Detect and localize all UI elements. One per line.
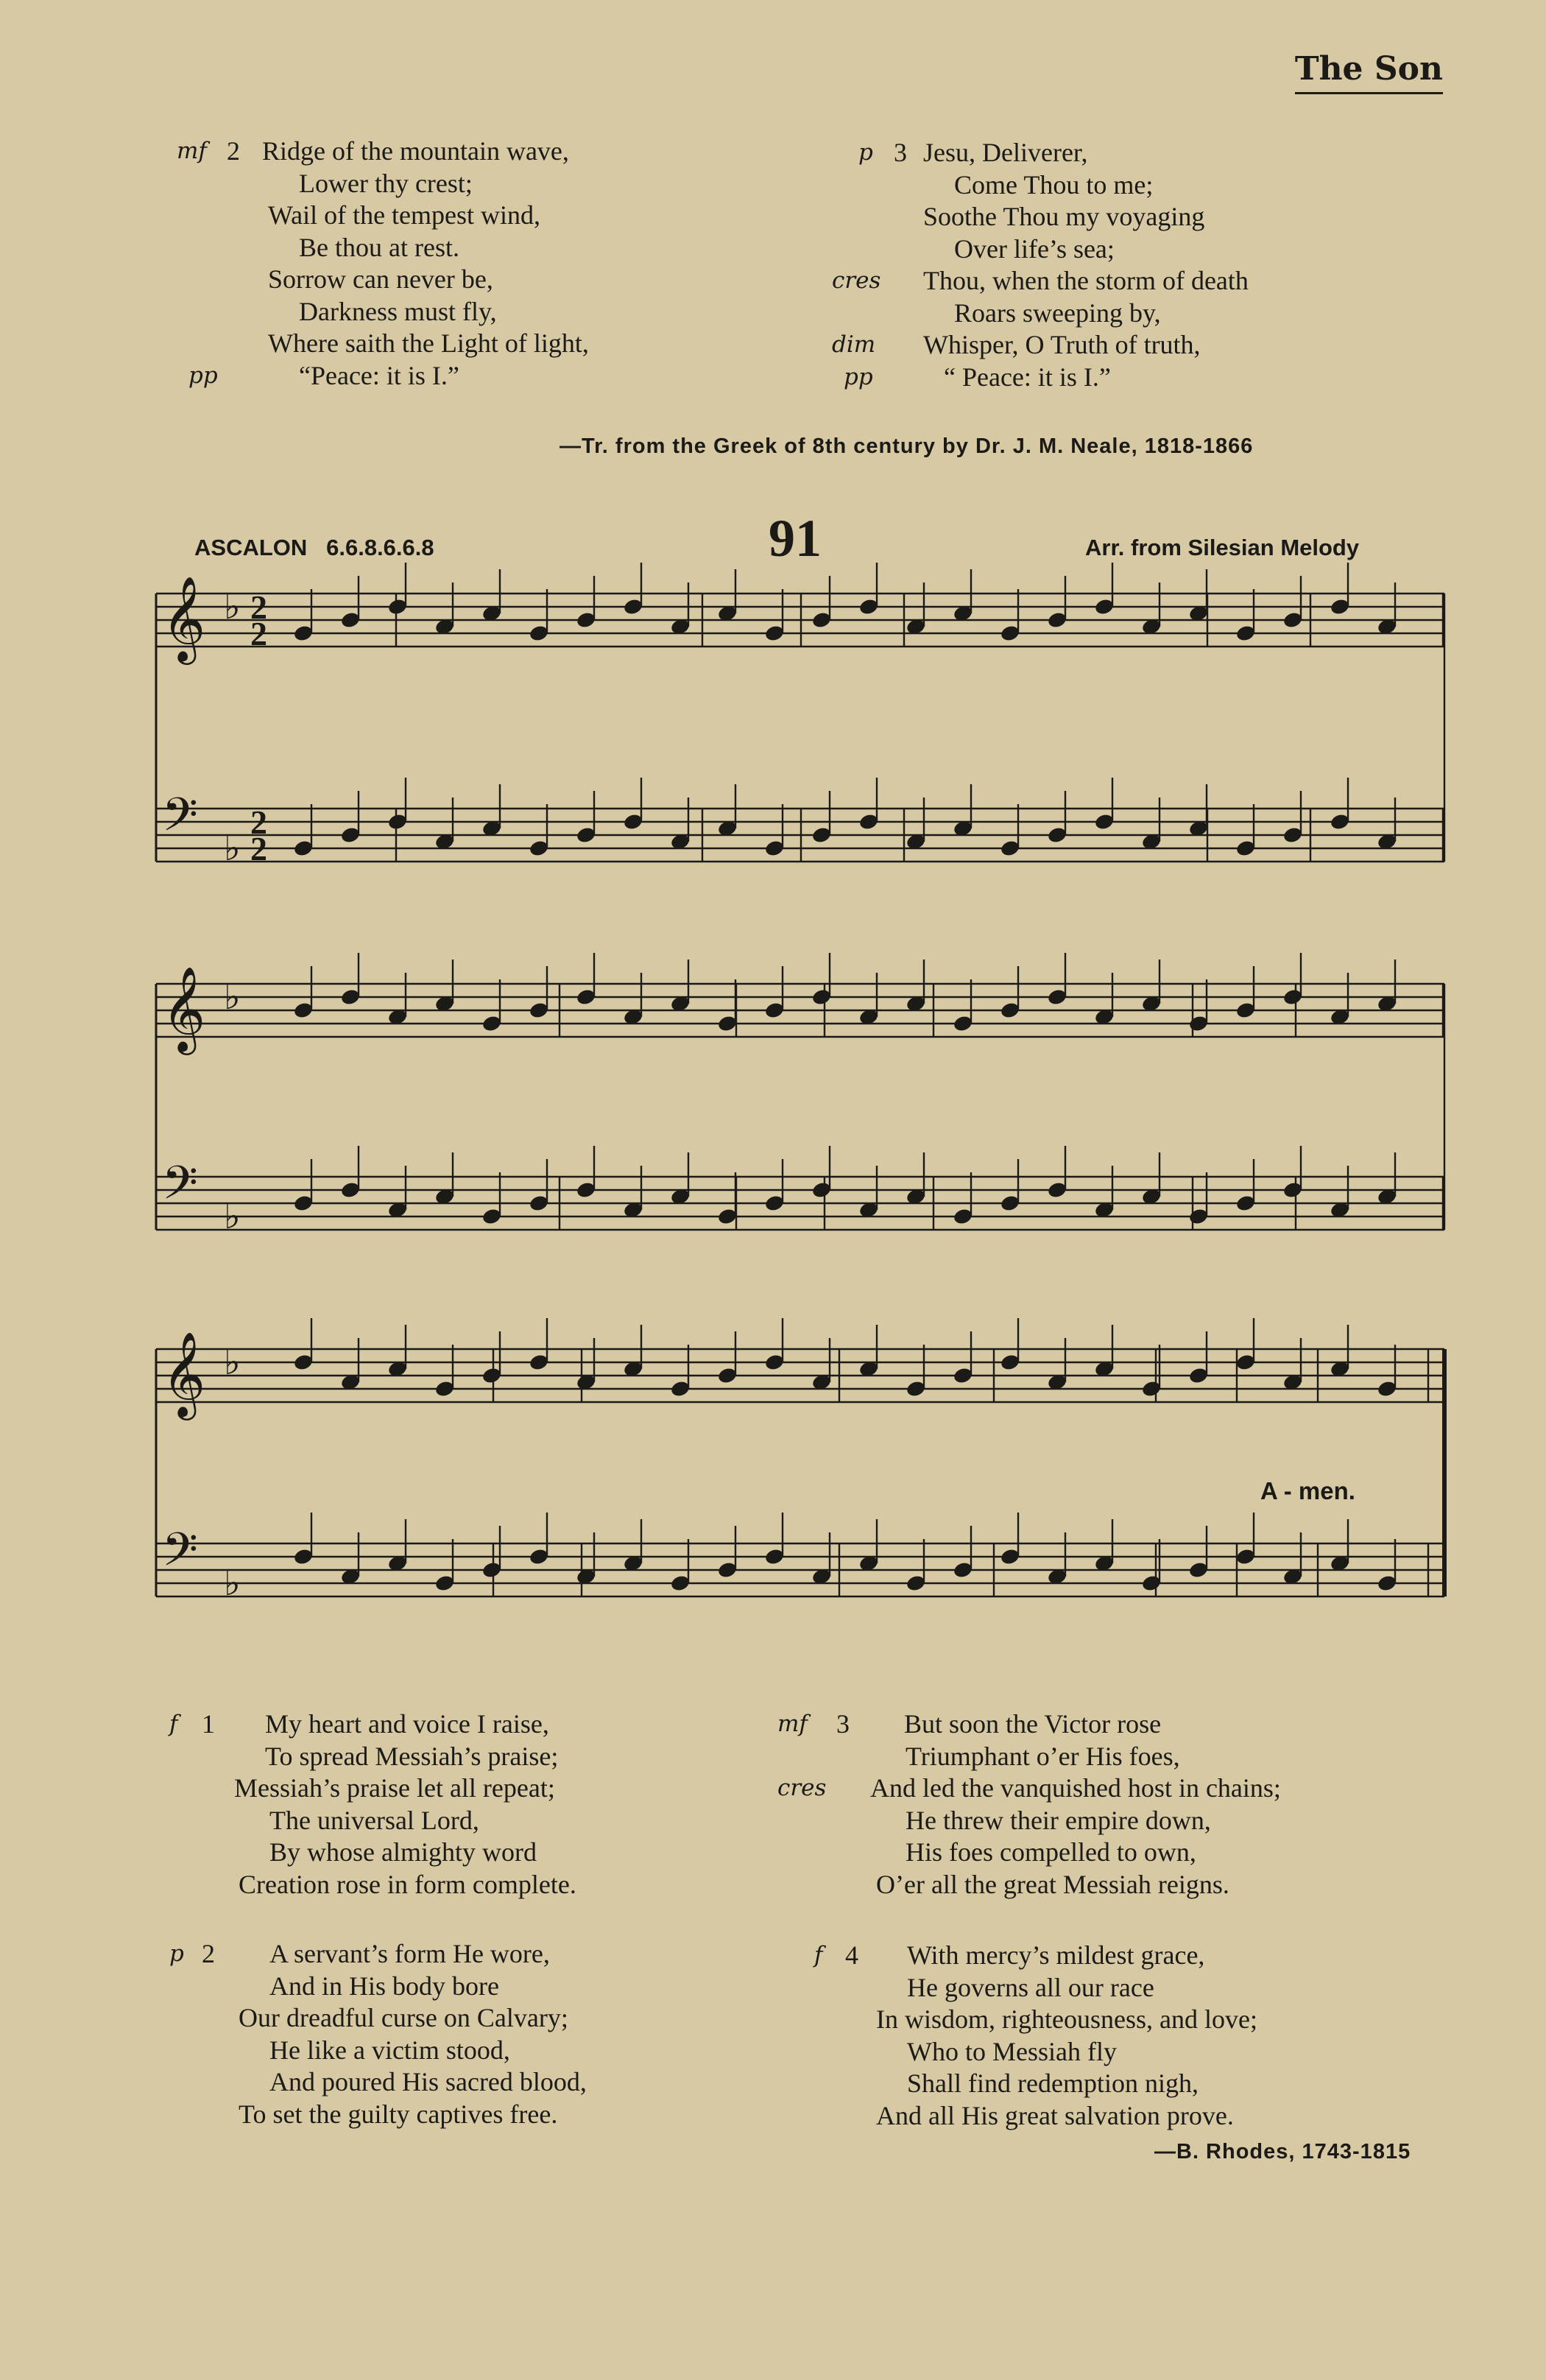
dynamic-mark: p <box>858 139 873 166</box>
dynamic-mark: cres <box>777 1775 827 1801</box>
tune-meter: 6.6.8.6.6.8 <box>326 535 434 560</box>
time-signature: 2 <box>250 615 267 652</box>
lyric-line: He governs all our race <box>907 1972 1154 2002</box>
bass-clef-icon: 𝄢 <box>162 787 198 853</box>
lyric-line: Over life’s sea; <box>954 233 1115 264</box>
dynamic-mark: f <box>169 1711 178 1737</box>
time-signature: 2 <box>250 803 267 841</box>
lyric-line: Wail of the tempest wind, <box>268 200 541 230</box>
stanza-3 <box>777 1708 1455 1901</box>
page-header: The Son <box>1295 50 1443 94</box>
flat-icon: ♭ <box>224 586 241 627</box>
lyric-line: And all His great salvation prove. <box>876 2100 1234 2130</box>
lyric-line: And led the vanquished host in chains; <box>870 1773 1281 1803</box>
bass-clef-icon: 𝄢 <box>162 1522 198 1588</box>
stanza-4 <box>777 1940 1455 2132</box>
lyric-line: Whisper, O Truth of truth, <box>923 330 1201 359</box>
lyric-line: Lower thy crest; <box>299 168 473 198</box>
lyric-line: By whose almighty word <box>269 1837 537 1867</box>
dynamic-mark: mf <box>177 138 207 164</box>
stanza-1 <box>169 1708 773 1901</box>
arranger: Arr. from Silesian Melody <box>1085 535 1360 560</box>
lyric-line: The universal Lord, <box>269 1805 479 1835</box>
dynamic-mark: pp <box>188 362 218 389</box>
amen-lyric: A - men. <box>1260 1477 1355 1504</box>
stanza-number: 3 <box>894 138 907 167</box>
lyric-line: He threw their empire down, <box>906 1805 1211 1835</box>
time-signature: 2 <box>250 830 267 867</box>
lyric-line: Roars sweeping by, <box>954 298 1161 328</box>
treble-clef-icon: 𝄞 <box>162 965 206 1052</box>
stanza-number: 4 <box>845 1940 858 1970</box>
hymn-number: 91 <box>769 509 822 568</box>
lyric-line: Thou, when the storm of death <box>923 266 1249 295</box>
lyric-line: Triumphant o’er His foes, <box>906 1741 1180 1771</box>
dynamic-mark: cres <box>832 267 881 294</box>
dynamic-mark: dim <box>832 331 876 358</box>
lyric-line: Shall find redemption nigh, <box>907 2069 1199 2098</box>
lyric-line: In wisdom, righteousness, and love; <box>876 2004 1257 2034</box>
lyric-line: Come Thou to me; <box>954 169 1154 200</box>
treble-clef-icon: 𝄞 <box>162 575 206 661</box>
lyric-line: “Peace: it is I.” <box>299 360 459 390</box>
lyric-line: Where saith the Light of light, <box>268 328 589 358</box>
flat-icon: ♭ <box>224 1196 241 1237</box>
lyric-line: His foes compelled to own, <box>906 1837 1196 1867</box>
lyric-line: Soothe Thou my voyaging <box>923 202 1205 231</box>
stanza-number: 3 <box>836 1709 850 1739</box>
lyric-line: Sorrow can never be, <box>268 264 493 294</box>
lyric-line: Our dreadful curse on Calvary; <box>239 2003 568 2032</box>
lyric-line: O’er all the great Messiah reigns. <box>876 1869 1229 1899</box>
music-systems <box>156 563 1444 1604</box>
tune-name: ASCALON <box>194 535 308 560</box>
bass-clef-icon: 𝄢 <box>162 1155 198 1221</box>
lyric-line: To spread Messiah’s praise; <box>265 1741 559 1771</box>
stanza-number: 2 <box>227 136 240 166</box>
lyric-line: Darkness must fly, <box>299 296 497 326</box>
bottom-attribution: —B. Rhodes, 1743-1815 <box>1154 2140 1411 2164</box>
lyric-line: Messiah’s praise let all repeat; <box>234 1773 555 1803</box>
treble-clef-icon: 𝄞 <box>162 1331 206 1417</box>
lyric-line: Be thou at rest. <box>299 232 459 262</box>
lyric-line: But soon the Victor rose <box>904 1709 1162 1739</box>
dynamic-mark: mf <box>777 1711 808 1737</box>
top-attribution: —Tr. from the Greek of 8th century by Dr. J. M. Neale, 1818-1866 <box>560 434 1254 458</box>
lyric-line: Ridge of the mountain wave, <box>262 136 569 166</box>
lyric-line: He like a victim stood, <box>269 2035 510 2065</box>
stanza-number: 1 <box>202 1709 215 1739</box>
dynamic-mark: p <box>169 1940 184 1967</box>
flat-icon: ♭ <box>224 976 241 1018</box>
lyric-line: To set the guilty captives free. <box>239 2099 558 2129</box>
lyric-line: Jesu, Deliverer, <box>923 138 1088 167</box>
lyric-line: And poured His sacred blood, <box>269 2067 587 2096</box>
lyric-line: “ Peace: it is I.” <box>944 362 1111 392</box>
stanza-number: 2 <box>202 1939 215 1968</box>
flat-icon: ♭ <box>224 1563 241 1604</box>
lyric-line: With mercy’s mildest grace, <box>907 1940 1205 1970</box>
dynamic-mark: pp <box>844 363 873 390</box>
time-signature: 2 <box>250 588 267 626</box>
lyric-line: My heart and voice I raise, <box>265 1709 549 1739</box>
lyric-line: And in His body bore <box>269 1971 499 2001</box>
dynamic-mark: f <box>814 1942 823 1968</box>
lyric-line: Creation rose in form complete. <box>239 1869 576 1899</box>
stanza-2 <box>169 1938 773 2130</box>
lyric-line: Who to Messiah fly <box>907 2036 1117 2066</box>
flat-icon: ♭ <box>224 828 241 869</box>
lyric-line: A servant’s form He wore, <box>269 1939 550 1968</box>
flat-icon: ♭ <box>224 1342 241 1383</box>
